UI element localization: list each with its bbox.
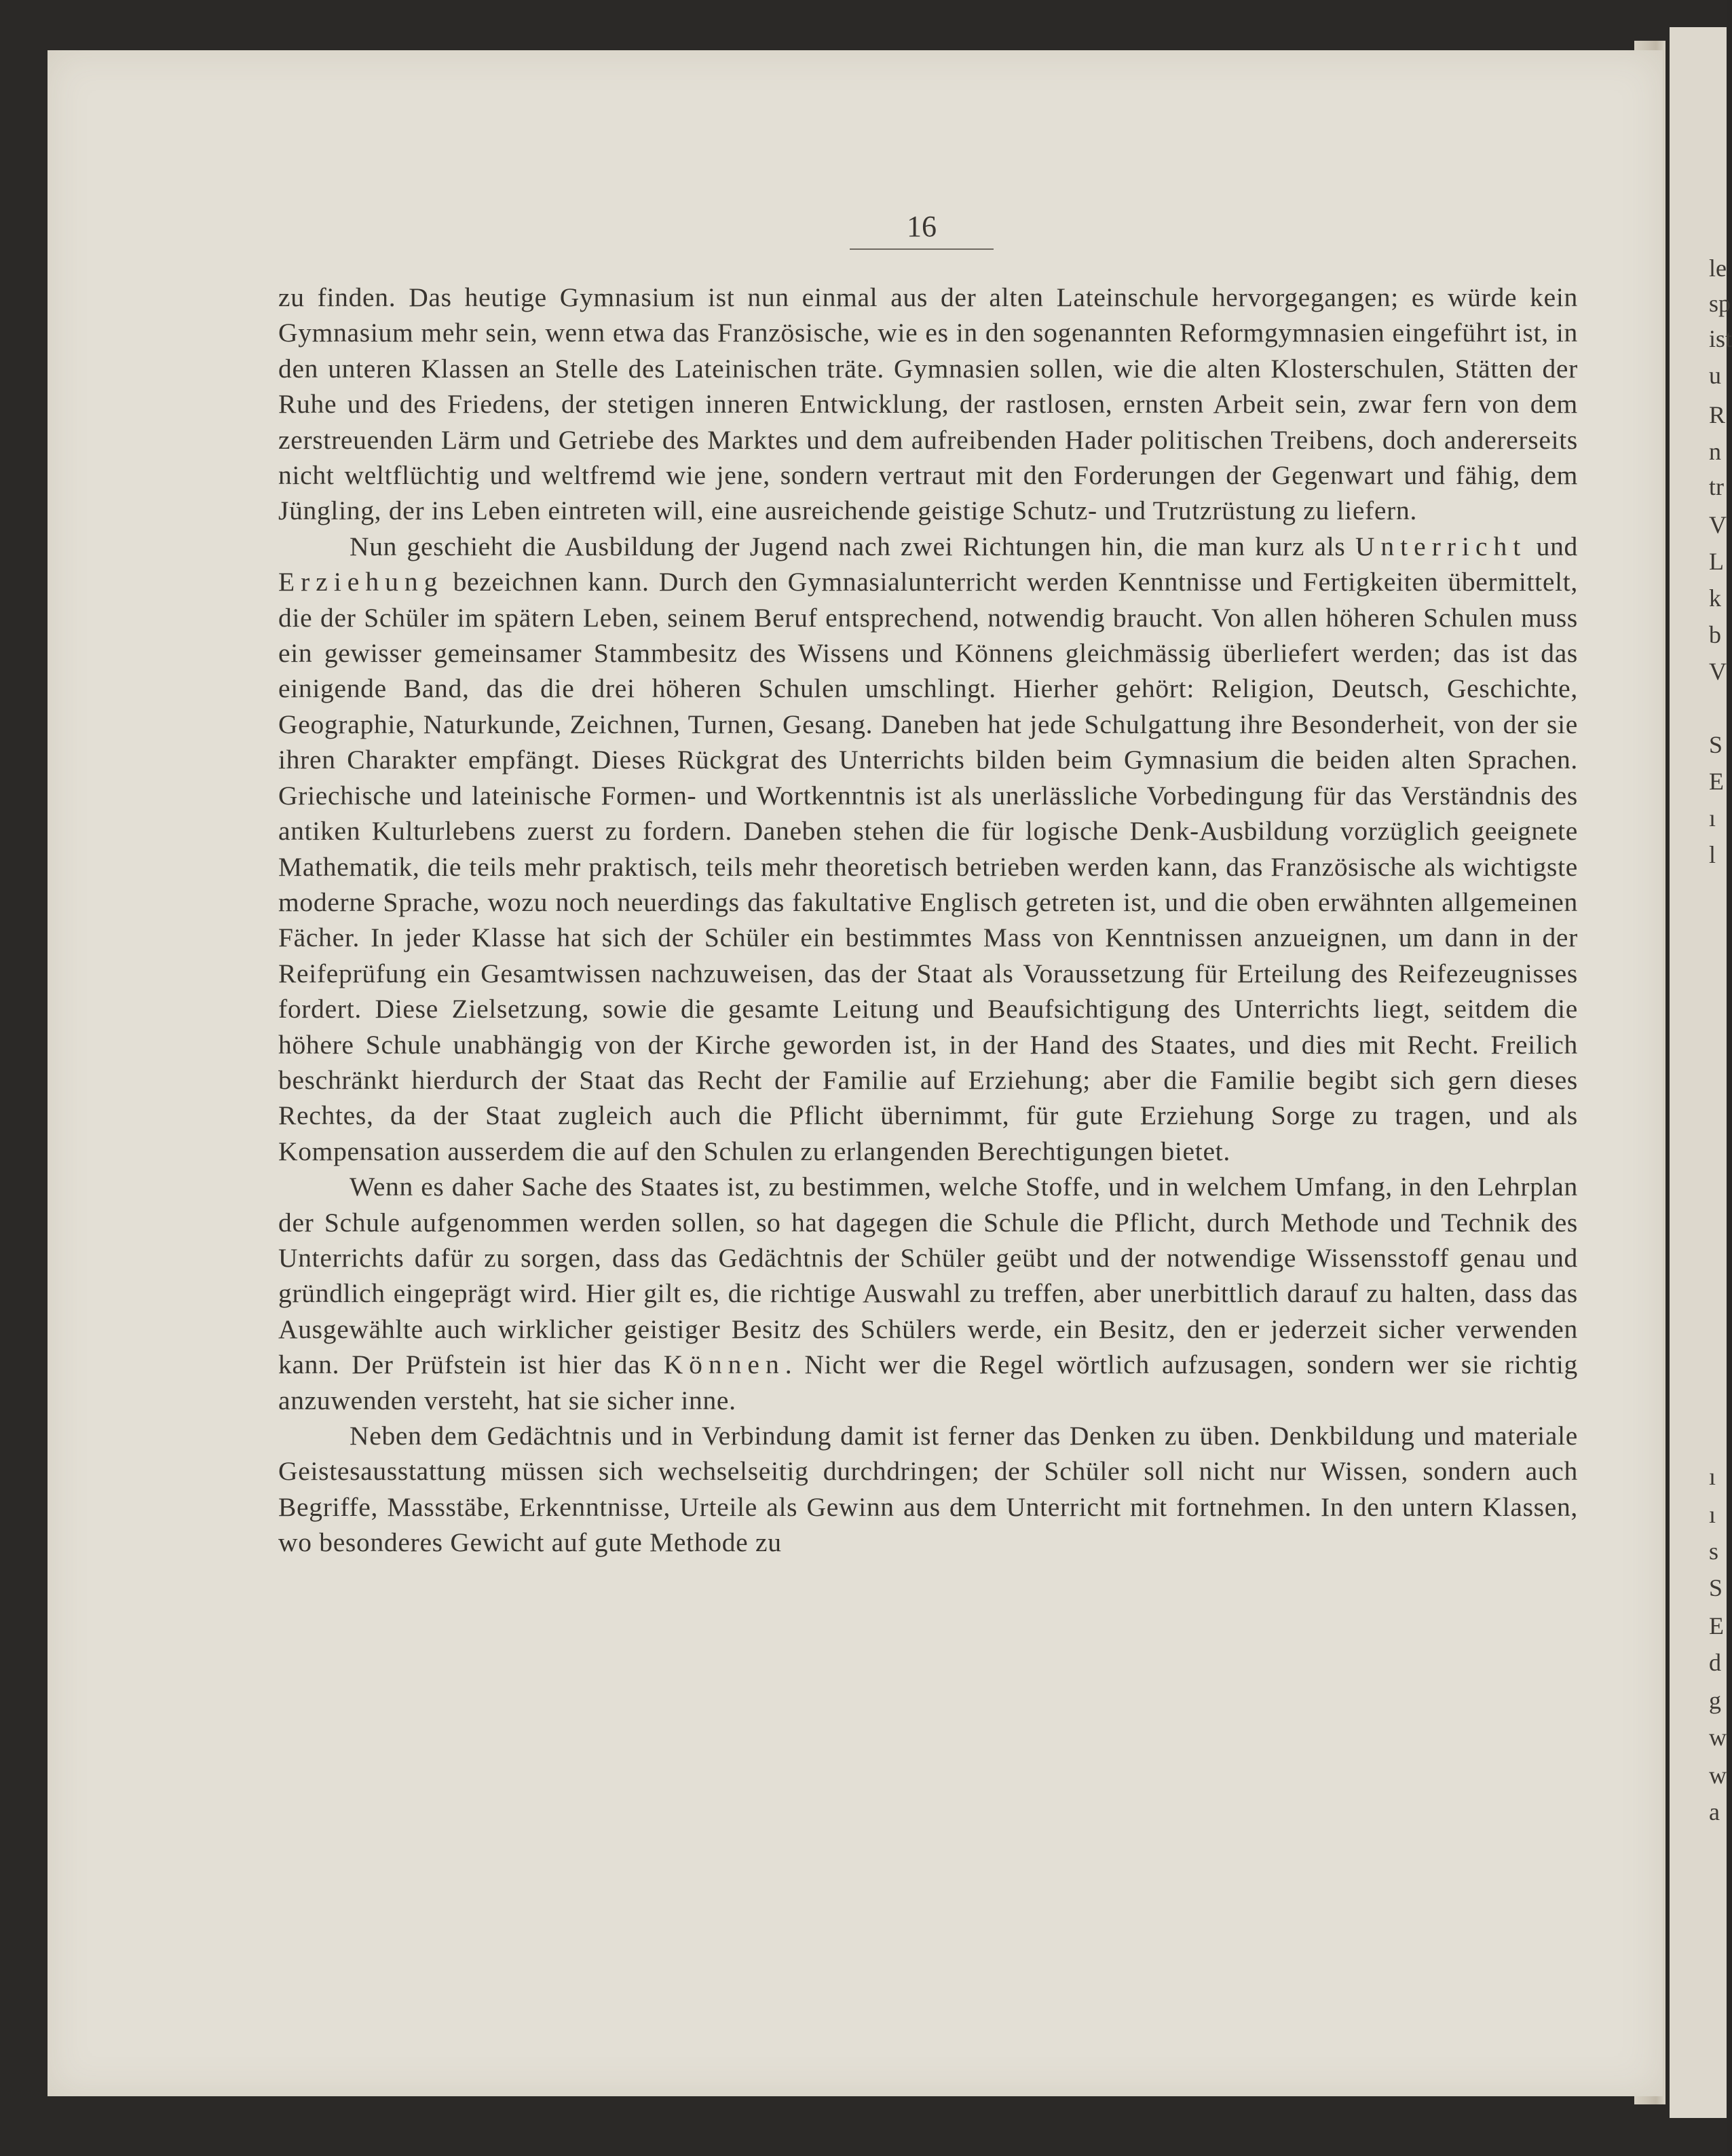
paragraph-1 bbox=[278, 280, 1578, 529]
margin-fragment: w bbox=[1709, 1724, 1727, 1751]
text-segment: Wenn es daher Sache des Staates ist, zu bestimmen, welche Stoffe, und in welchem Umfang, in den Lehrplan der Schule aufgenommen werden sollen, so hat dagegen die Schule die Pflicht, durch Methode und Technik des Unterrichts dafür zu sorgen, dass das Gedächtnis der Schüler geübt und der notwendige Wissensstoff genau und gründlich eingeprägt wird. Hier gilt es, die richtige Auswahl zu treffen, aber unerbittlich darauf zu halten, dass das Ausgewählte auch wirklicher geistiger Besitz des Schülers werde, ein Besitz, den er jederzeit sicher verwenden kann. Der Prüfstein ist hier das bbox=[278, 1172, 1578, 1380]
margin-fragment: a bbox=[1709, 1798, 1720, 1825]
margin-fragment: g bbox=[1709, 1687, 1721, 1714]
paragraph-3 bbox=[278, 1169, 1578, 1418]
margin-fragment: d bbox=[1709, 1649, 1721, 1676]
margin-fragment: V bbox=[1709, 658, 1727, 685]
margin-fragment: sp bbox=[1709, 290, 1731, 317]
text-segment: Neben dem Gedächtnis und in Verbindung damit ist ferner das Denken zu üben. Denkbildung und materiale Geistesausstattung müssen sich wechselseitig durchdringen; der Schüler soll nicht nur Wissen, sondern auch Begriffe, Massstäbe, Erkenntnisse, Urteile als Gewinn aus dem Unterricht mit fortnehmen. In den untern Klassen, wo besonderes Gewicht auf gute Methode zu bbox=[278, 1421, 1578, 1558]
margin-fragment: s bbox=[1709, 1538, 1719, 1565]
margin-fragment: L bbox=[1709, 548, 1724, 575]
page-number: 16 bbox=[907, 210, 937, 243]
text-segment: Nun geschieht die Ausbildung der Jugend nach zwei Richtungen hin, die man kurz als bbox=[350, 531, 1355, 561]
margin-fragment: b bbox=[1709, 621, 1721, 648]
margin-fragment: E bbox=[1709, 768, 1724, 795]
margin-fragment: le bbox=[1709, 255, 1727, 282]
text-segment: zu finden. Das heutige Gymnasium ist nun einmal aus der alten Lateinschule hervorgegangen; es würde kein Gymnasium mehr sein, wenn etwa das Französische, wie es in den sogenannten Reformgymnasien eingeführt ist, in den unteren Klassen an Stelle des Lateinischen träte. Gymnasien sollen, wie die alten Klosterschulen, Stätten der Ruhe und des Friedens, der stetigen inneren Entwicklung, der rastlosen, ernsten Arbeit sein, zwar fern von dem zerstreuenden Lärm und Getriebe des Marktes und dem aufreibenden Hader politischen Treibens, doch andererseits nicht weltflüchtig und weltfremd wie jene, sondern vertraut mit den Forderungen der Gegenwart und fähig, dem Jüngling, der ins Leben eintreten will, eine ausreichende geistige Schutz- und Trutzrüstung zu liefern. bbox=[278, 282, 1578, 526]
margin-fragment: k bbox=[1709, 584, 1721, 612]
margin-fragment: E bbox=[1709, 1612, 1724, 1639]
emphasis-spaced-word: Können bbox=[663, 1350, 785, 1380]
margin-fragment: S bbox=[1709, 1574, 1723, 1601]
emphasis-spaced-word: Erziehung bbox=[278, 567, 444, 597]
paragraph-2 bbox=[278, 529, 1578, 1169]
page-number-rule bbox=[850, 248, 994, 250]
body-text bbox=[278, 280, 1578, 1561]
margin-fragment: ı bbox=[1709, 1463, 1716, 1490]
margin-fragment: V bbox=[1709, 511, 1727, 538]
margin-fragment: w bbox=[1709, 1762, 1727, 1789]
text-segment: . Nicht wer die Regel wörtlich aufzusagen, sondern wer sie richtig anzuwenden versteht, hat sie sicher inne. bbox=[278, 1350, 1579, 1415]
margin-fragment: l bbox=[1709, 841, 1716, 868]
margin-fragment: u bbox=[1709, 362, 1721, 389]
emphasis-spaced-word: Unterricht bbox=[1355, 531, 1527, 561]
margin-fragment: ı bbox=[1709, 1501, 1716, 1528]
margin-fragment: ı bbox=[1709, 804, 1716, 832]
text-segment: bezeichnen kann. Durch den Gymnasialunterricht werden Kenntnisse und Fertigkeiten übermittelt, die der Schüler im spätern Leben, seinem Beruf entsprechend, notwendig braucht. Von allen höheren Schulen muss ein gewisser gemeinsamer Stammbesitz des Wissens und Könnens gleichmässig überliefert werden; das ist das einigende Band, das die drei höheren Schulen umschlingt. Hierher gehört: Religion, Deutsch, Geschichte, Geographie, Naturkunde, Zeichnen, Turnen, Gesang. Daneben hat jede Schulgattung ihre Besonderheit, von der sie ihren Charakter empfängt. Dieses Rückgrat des Unterrichts bilden beim Gymnasium die beiden alten Sprachen. Griechische und lateinische Formen- und Wortkenntnis ist als unerlässliche Vorbedingung für das Verständnis des antiken Kulturlebens zuerst zu fordern. Daneben stehen die für logische Denk-Ausbildung vorzüglich geeignete Mathematik, die teils mehr praktisch, teils mehr theoretisch betrieben werden kann, das Französische als wichtigste moderne Sprache, wozu noch neuerdings das fakultative Englisch getreten ist, und die oben erwähnten allgemeinen Fächer. In jeder Klasse hat sich der Schüler ein bestimmtes Mass von Kenntnissen anzueignen, um dann in der Reifeprüfung ein Gesamtwissen nachzuweisen, das der Staat als Voraussetzung für Erteilung des Reifezeugnisses fordert. Diese Zielsetzung, sowie die gesamte Leitung und Beaufsichtigung des Unterrichts liegt, seitdem die höhere Schule unabhängig von der Kirche geworden ist, in der Hand des Staates, und dies mit Recht. Freilich beschränkt hierdurch der Staat das Recht der Familie auf Erziehung; aber die Familie begibt sich gern dieses Rechtes, da der Staat zugleich auch die Pflicht übernimmt, für gute Erziehung Sorge zu tragen, und als Kompensation ausserdem die auf den Schulen zu erlangenden Berechtigungen bietet. bbox=[278, 567, 1578, 1166]
margin-fragment: ist bbox=[1709, 325, 1732, 352]
margin-fragment: S bbox=[1709, 731, 1723, 758]
paragraph-4 bbox=[278, 1418, 1578, 1561]
margin-fragment: R bbox=[1709, 401, 1726, 428]
text-segment: und bbox=[1526, 531, 1578, 561]
margin-fragment: n bbox=[1709, 438, 1721, 465]
margin-fragment: tr bbox=[1709, 473, 1724, 500]
next-page-sliver bbox=[1670, 27, 1732, 2118]
